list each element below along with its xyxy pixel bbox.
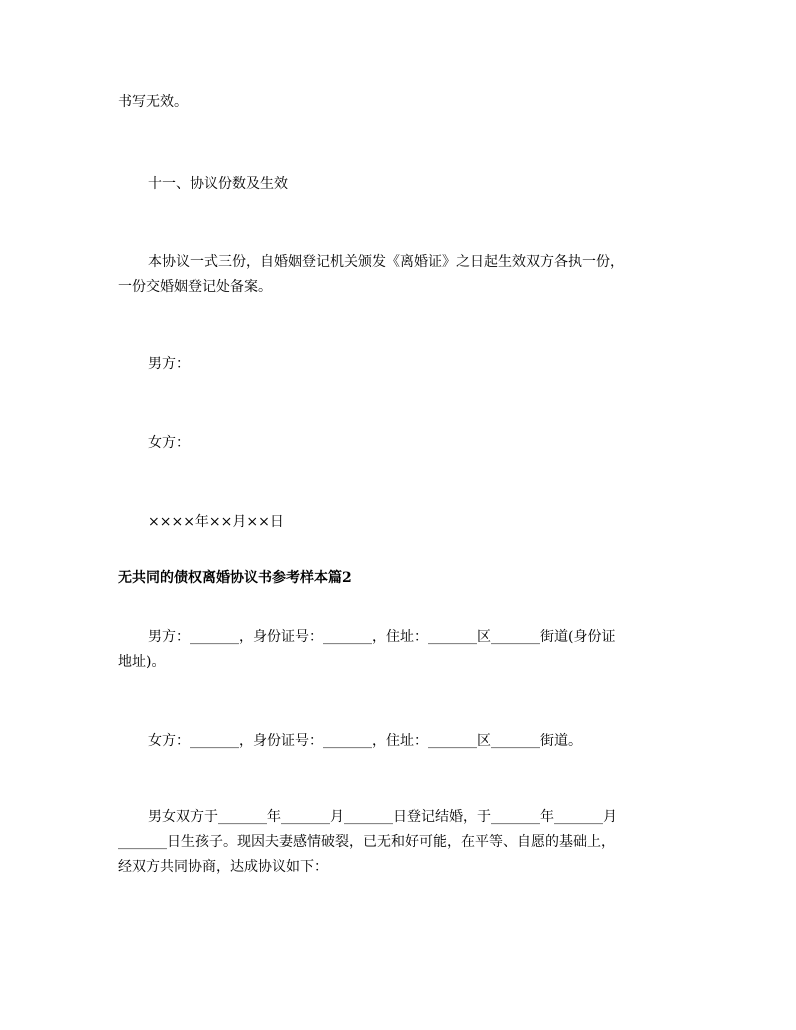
paragraph-line: 男女双方于_______年_______月_______日登记结婚，于_______年_______月 <box>148 809 617 825</box>
female-info-line: 女方：_______，身份证号：_______，住址：_______区_______街道。 <box>148 733 582 749</box>
signature-female-label: 女方： <box>148 435 190 451</box>
paragraph-line: 一份交婚姻登记处备案。 <box>118 279 272 295</box>
paragraph-line: 经双方共同协商，达成协议如下： <box>118 859 328 875</box>
male-info-line: 地址)。 <box>118 654 166 670</box>
paragraph-line: _______日生孩子。现因夫妻感情破裂，已无和好可能，在平等、自愿的基础上， <box>118 834 615 850</box>
male-info-line: 男方：_______，身份证号：_______，住址：_______区_______街道(身份证 <box>148 629 616 645</box>
section-heading: 十一、协议份数及生效 <box>148 176 288 192</box>
date-line: ××××年××月××日 <box>148 514 284 530</box>
document-title: 无共同的债权离婚协议书参考样本篇2 <box>118 570 352 586</box>
signature-male-label: 男方： <box>148 356 190 372</box>
paragraph-continuation: 书写无效。 <box>118 94 188 110</box>
paragraph-line: 本协议一式三份，自婚姻登记机关颁发《离婚证》之日起生效双方各执一份， <box>148 254 624 270</box>
